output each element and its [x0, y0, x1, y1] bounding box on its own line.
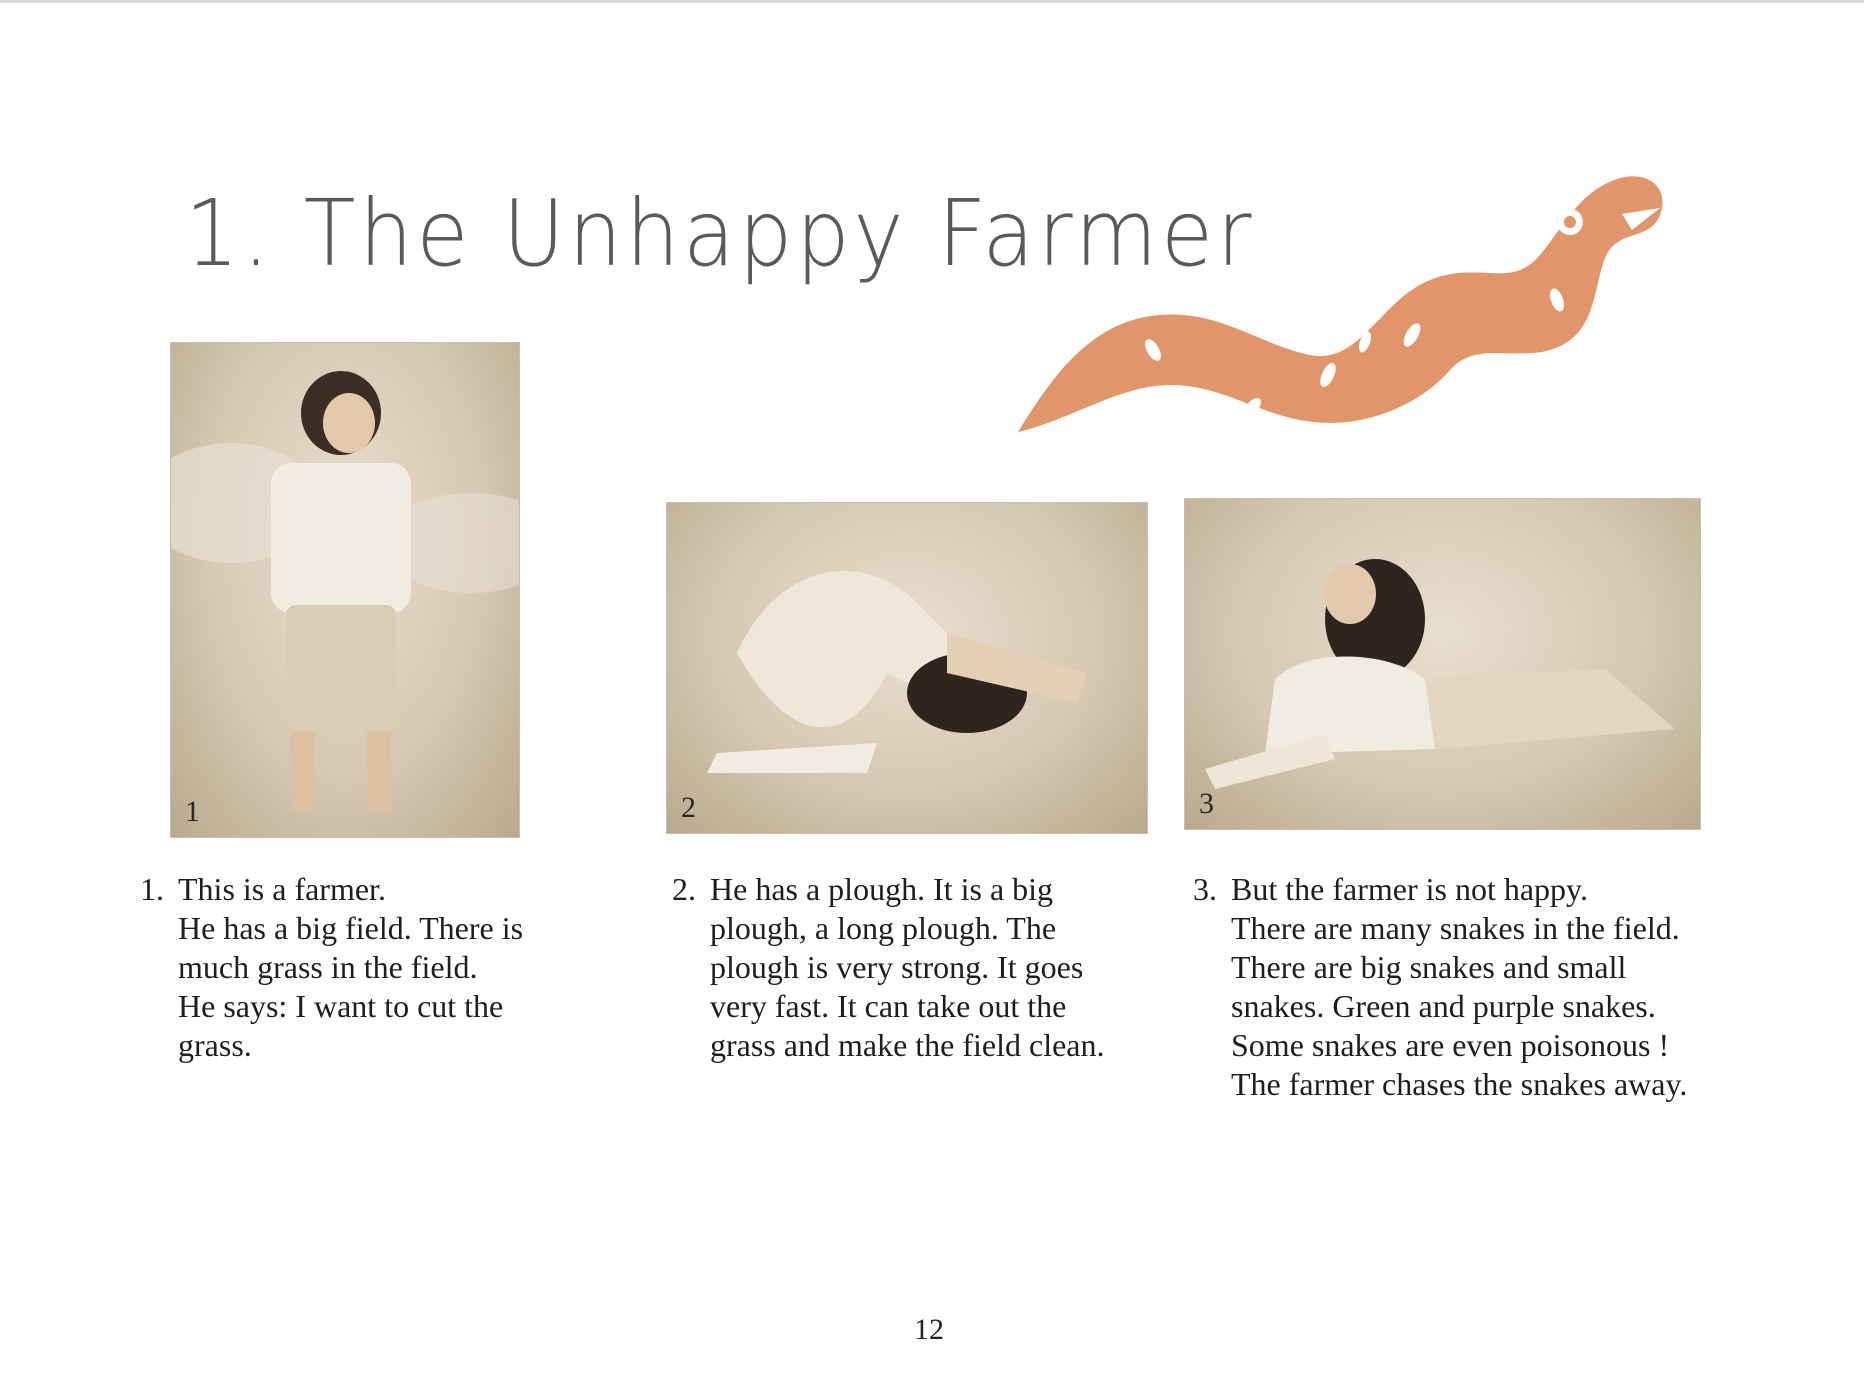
caption-text: But the farmer is not happy. There are many snakes in the field. There are big snakes and small snakes. Green and purple snakes. Some snakes are even poisonous ! The farmer chases the snakes away.: [1231, 871, 1688, 1102]
photo-number: 3: [1199, 787, 1214, 820]
caption-text: This is a farmer. He has a big field. There is much grass in the field. He says: I want to cut the grass.: [178, 871, 524, 1063]
caption-number: 3.: [1193, 871, 1217, 907]
photo-number: 1: [185, 795, 200, 828]
caption-number: 1.: [140, 871, 164, 907]
page-number: 12: [914, 1313, 944, 1346]
caption-2: [672, 870, 1192, 1065]
photo-farmer-standing: [170, 342, 520, 838]
photo-cobra-pose: [1184, 498, 1701, 830]
snake-illustration: [1010, 170, 1680, 445]
photo-number: 2: [681, 791, 696, 824]
top-rule: [0, 0, 1864, 3]
caption-3: [1193, 870, 1763, 1104]
caption-text: He has a plough. It is a big plough, a long plough. The plough is very strong. It goes very fast. It can take out the grass and make the field clean.: [710, 871, 1105, 1063]
photo-plough-pose: [666, 502, 1148, 834]
caption-1: [140, 870, 600, 1065]
caption-number: 2.: [672, 871, 696, 907]
photo-2-image: [667, 503, 1147, 833]
page-title: 1. The Unhappy Farmer: [185, 180, 1256, 287]
photo-3-image: [1185, 499, 1700, 829]
photo-1-image: [171, 343, 519, 837]
